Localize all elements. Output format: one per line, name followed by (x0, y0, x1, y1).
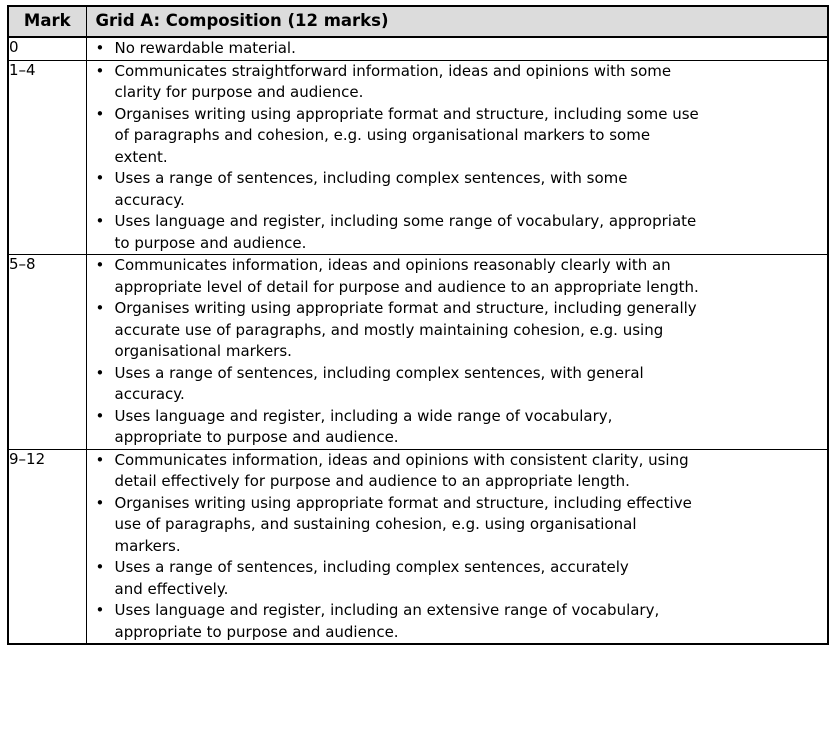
column-header-mark: Mark (8, 6, 86, 37)
criteria-bullet-line: organisational markers. (114, 342, 292, 360)
criteria-bullet-line: accurate use of paragraphs, and mostly maintaining cohesion, e.g. using (114, 320, 664, 339)
table-header (8, 6, 828, 37)
mark-range-cell: 0 (8, 37, 86, 60)
criteria-bullet (87, 298, 828, 363)
criteria-bullet (87, 61, 828, 104)
criteria-list (87, 61, 828, 255)
criteria-bullet-line: to purpose and audience. (114, 233, 307, 252)
criteria-cell (86, 37, 828, 60)
criteria-bullet (87, 450, 828, 493)
criteria-bullet-line: • Organises writing using appropriate format and structure, including generally (114, 299, 697, 317)
criteria-bullet (87, 600, 828, 643)
criteria-cell (86, 60, 828, 255)
criteria-bullet-line: and effectively. (114, 579, 229, 598)
criteria-bullet-line: • Organises writing using appropriate format and structure, including effective (114, 493, 692, 512)
mark-range-cell: 5–8 (8, 255, 86, 450)
table-row (8, 449, 828, 644)
criteria-bullet-line: • Communicates information, ideas and opinions reasonably clearly with an (114, 256, 671, 274)
criteria-bullet-line: • Uses language and register, including an extensive range of vocabulary, (114, 601, 660, 619)
criteria-cell (86, 255, 828, 450)
criteria-bullet-line: accuracy. (114, 385, 185, 403)
criteria-bullet-line: of paragraphs and cohesion, e.g. using organisational markers to some (114, 126, 651, 144)
column-header-criteria: Grid A: Composition (12 marks) (86, 6, 828, 37)
table-body (8, 37, 828, 644)
criteria-bullet-line: accuracy. (114, 190, 185, 209)
criteria-bullet (87, 363, 828, 406)
mark-range-cell: 9–12 (8, 449, 86, 644)
criteria-bullet-line: markers. (114, 536, 181, 555)
criteria-list (87, 38, 828, 60)
criteria-bullet-line: • Uses a range of sentences, including complex sentences, accurately (114, 558, 629, 576)
criteria-bullet-line: appropriate to purpose and audience. (114, 428, 399, 446)
criteria-bullet (87, 406, 828, 449)
mark-scheme-table (7, 5, 829, 645)
table-row (8, 37, 828, 60)
criteria-bullet-line: • Communicates information, ideas and opinions with consistent clarity, using (114, 450, 689, 469)
criteria-bullet (87, 38, 828, 60)
criteria-bullet-line: appropriate to purpose and audience. (114, 622, 399, 641)
criteria-bullet-line: • Uses language and register, including some range of vocabulary, appropriate (114, 212, 697, 230)
criteria-bullet-line: clarity for purpose and audience. (114, 83, 364, 101)
criteria-bullet-line: • No rewardable material. (114, 39, 296, 57)
criteria-bullet (87, 211, 828, 254)
criteria-list (87, 255, 828, 449)
table-row (8, 255, 828, 450)
criteria-cell (86, 449, 828, 644)
criteria-bullet (87, 168, 828, 211)
criteria-bullet (87, 104, 828, 169)
criteria-bullet-line: • Communicates straightforward information, ideas and opinions with some (114, 61, 672, 80)
criteria-bullet-line: • Organises writing using appropriate format and structure, including some use (114, 104, 699, 123)
criteria-bullet-line: • Uses a range of sentences, including complex sentences, with some (114, 169, 628, 187)
header-row (8, 6, 828, 37)
criteria-bullet (87, 557, 828, 600)
criteria-bullet (87, 255, 828, 298)
criteria-bullet-line: use of paragraphs, and sustaining cohesion, e.g. using organisational (114, 515, 637, 533)
table-row (8, 60, 828, 255)
criteria-bullet-line: detail effectively for purpose and audience to an appropriate length. (114, 472, 630, 490)
criteria-bullet-line: • Uses a range of sentences, including complex sentences, with general (114, 363, 644, 382)
criteria-bullet-line: • Uses language and register, including a wide range of vocabulary, (114, 406, 613, 425)
criteria-list (87, 450, 828, 644)
criteria-bullet (87, 493, 828, 558)
criteria-bullet-line: extent. (114, 147, 168, 166)
criteria-bullet-line: appropriate level of detail for purpose and audience to an appropriate length. (114, 277, 699, 296)
mark-range-cell: 1–4 (8, 60, 86, 255)
